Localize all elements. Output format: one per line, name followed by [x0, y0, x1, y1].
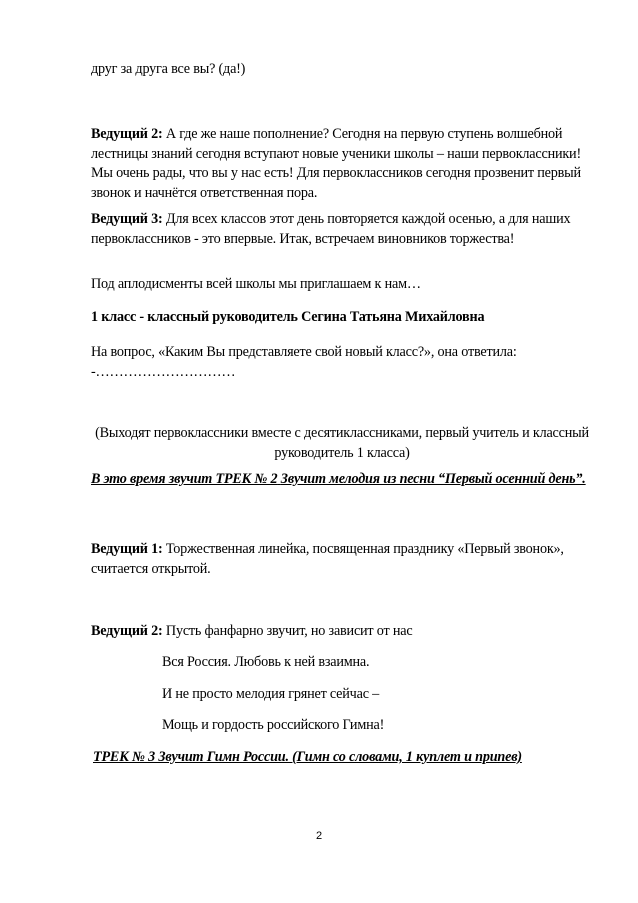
paragraph-question-ending — [91, 60, 601, 80]
paragraph-host1 — [91, 540, 601, 579]
track-2-melody: Звучит мелодия из песни “Первый осенний день”. — [280, 471, 586, 487]
paragraph-teacher-answer — [91, 343, 601, 382]
speech-text: А где же наше пополнение? Сегодня на первую ступень волшебной лестницы знаний сегодня вступают новые ученики школы – наши первоклассники! Мы очень рады, что вы у нас есть! Для первоклассников сегодня прозвенит первый звонок и начнётся ответственная пора. — [91, 126, 581, 201]
verse-line-1 — [162, 653, 369, 672]
paragraph-host2-verse — [91, 622, 601, 642]
paragraph-host3 — [91, 210, 601, 249]
teacher-answer-blank: -………………………… — [91, 363, 236, 380]
paragraph-host2-intro — [91, 125, 601, 203]
verse-line-2 — [162, 685, 379, 704]
speech-text: Для всех классов этот день повторяется каждой осенью, а для наших первоклассников - это впервые. Итак, встречаем виновников торжества! — [91, 211, 571, 247]
verse-line-text: Вся Россия. Любовь к ней взаимна. — [162, 654, 370, 670]
teacher-question-text: На вопрос, «Каким Вы представляете свой новый класс?», она ответила: — [91, 344, 517, 360]
speech-text: Торжественная линейка, посвященная празднику «Первый звонок», считается открытой. — [91, 541, 564, 577]
track-3-text: ТРЕК № 3 Звучит Гимн России. (Гимн со словами, 1 куплет и припев) — [93, 749, 522, 765]
page-number: 2 — [316, 830, 322, 842]
stage-direction — [92, 424, 592, 463]
speech-text: Пусть фанфарно звучит, но зависит от нас — [162, 623, 413, 639]
question-ending-text: друг за друга все вы? (да!) — [91, 61, 246, 77]
track-2-label: В это время звучит ТРЕК № 2 — [91, 471, 278, 487]
stage-direction-text: (Выходят первоклассники вместе с десятиклассниками, первый учитель и классный руководитель 1 класса) — [95, 425, 589, 461]
track-2-cue — [91, 470, 601, 490]
verse-line-text: Мощь и гордость российского Гимна! — [162, 717, 385, 733]
class-teacher-text: 1 класс - классный руководитель Сегина Татьяна Михайловна — [91, 309, 485, 325]
speaker-label: Ведущий 3: — [91, 211, 163, 227]
track-3-cue — [93, 748, 603, 768]
verse-line-3 — [162, 716, 384, 735]
speaker-label: Ведущий 1: — [91, 541, 163, 557]
class-teacher-line — [91, 308, 601, 328]
speaker-label: Ведущий 2: — [91, 126, 163, 142]
paragraph-applause — [91, 275, 601, 295]
applause-text: Под аплодисменты всей школы мы приглашаем к нам… — [91, 276, 421, 292]
verse-line-text: И не просто мелодия грянет сейчас – — [162, 686, 380, 702]
speaker-label: Ведущий 2: — [91, 623, 163, 639]
